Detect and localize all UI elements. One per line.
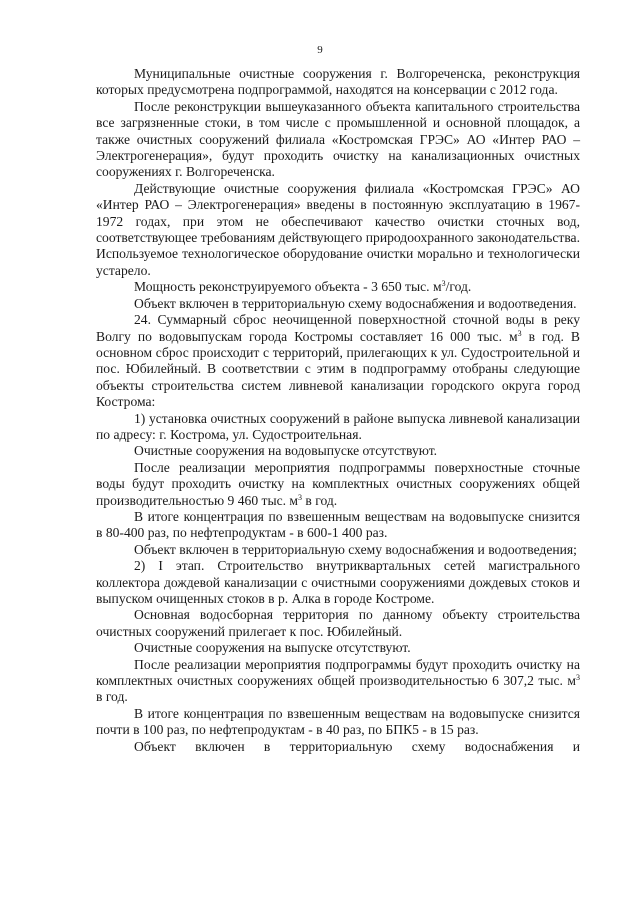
paragraph-item-24: 24. Суммарный сброс неочищенной поверхностной сточной воды в реку Волгу по водовыпускам города Костромы составляет 16 000 тыс. $м^3$ в год. В основном сброс происходит с территорий, прилегающих к ул. Судостроительной и пос. Юбилейный. В соответствии с этим в подпрограмму отобраны следующие объекты строительства систем ливневой канализации городского округа город Кострома: bbox=[96, 312, 580, 410]
paragraph: Действующие очистные сооружения филиала «Костромская ГРЭС» АО «Интер РАО – Электрогенерация» введены в постоянную эксплуатацию в 1967-1972 годах, при этом не обеспечивают качество очистки сточных вод, соответствующее требованиям действующего природоохранного законодательства. Используемое технологическое оборудование очистки морально и технологически устарело. bbox=[96, 180, 580, 278]
page-number: 9 bbox=[317, 44, 323, 56]
paragraph: Объект включен в территориальную схему водоснабжения и водоотведения. bbox=[134, 295, 577, 311]
paragraph: В итоге концентрация по взвешенным веществам на водовыпуске снизится почти в 100 раз, по нефтепродуктам - в 40 раз, по БПК5 - в 15 раз. bbox=[96, 705, 580, 738]
paragraph-capacity: После реализации мероприятия подпрограммы будут проходить очистку на комплектных очистных сооружениях общей производительностью 6 307,2 тыс. $м^3$ в год. bbox=[96, 656, 580, 705]
paragraph: Основная водосборная территория по данному объекту строительства очистных сооружений прилегает к пос. Юбилейный. bbox=[96, 607, 580, 639]
paragraph: Муниципальные очистные сооружения г. Волгореченска, реконструкция которых предусмотрена подпрограммой, находятся на консервации с 2012 года. bbox=[96, 66, 580, 98]
paragraph-capacity: После реализации мероприятия подпрограммы поверхностные сточные воды будут проходить очистку на комплектных очистных сооружениях общей производительностью 9 460 тыс. $м^3$ в год. bbox=[96, 459, 580, 508]
paragraph: Очистные сооружения на выпуске отсутствуют. bbox=[134, 640, 411, 656]
paragraph-capacity: Мощность реконструируемого объекта - 3 650 тыс. $м^3$/год. bbox=[134, 279, 472, 295]
paragraph: Объект включен в территориальную схему водоснабжения и водоотведения; bbox=[134, 541, 577, 557]
paragraph: В итоге концентрация по взвешенным веществам на водовыпуске снизится в 80-400 раз, по нефтепродуктам - в 600-1 400 раз. bbox=[96, 508, 580, 541]
document-body bbox=[96, 66, 580, 755]
paragraph: Очистные сооружения на водовыпуске отсутствуют. bbox=[134, 443, 438, 459]
paragraph: 2) I этап. Строительство внутриквартальных сетей магистрального коллектора дождевой канализации с очистными сооружениями дождевых стоков и выпуском очищенных стоков в р. Алка в городе Костроме. bbox=[96, 558, 580, 606]
paragraph: После реконструкции вышеуказанного объекта капитального строительства все загрязненные стоки, в том числе с промышленной и основной площадок, а также очистных сооружений филиала «Костромская ГРЭС» АО «Интер РАО – Электрогенерация», будут проходить очистку на канализационных очистных сооружениях г. Волгореченска. bbox=[96, 98, 580, 180]
paragraph: 1) установка очистных сооружений в районе выпуска ливневой канализации по адресу: г. Кострома, ул. Судостроительная. bbox=[96, 410, 580, 442]
paragraph: Объект включен в территориальную схему водоснабжения и bbox=[134, 738, 580, 754]
